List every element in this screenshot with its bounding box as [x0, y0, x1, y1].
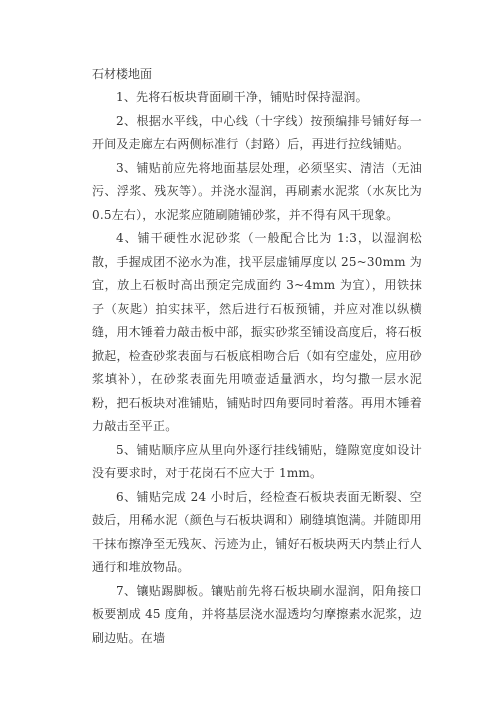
- paragraph-2: 2、根据水平线，中心线（十字线）按预编排号铺好每一开间及走廊左右两侧标准行（封路）后，再进行拉线铺贴。: [92, 113, 422, 151]
- paragraph-7: 7、镶贴踢脚板。镶贴前先将石板块刷水湿润，阳角接口板要割成 45 度角，并将基层浇水湿透均匀摩擦素水泥浆，边刷边贴。在墙: [92, 583, 422, 645]
- paragraph-5: 5、铺贴顺序应从里向外逐行挂线铺贴，缝隙宽度如设计没有要求时，对于花岗石不应大于 1mm。: [92, 442, 422, 480]
- paragraph-4: 4、铺干硬性水泥砂浆（一般配合比为 1:3，以湿润松散，手握成团不泌水为准，找平层虚铺厚度以 25~30mm 为宜，放上石板时高出预定完成面约 3~4mm 为宜），用铁抹子（灰匙）拍实抹平，然后进行石板预铺，并应对准以纵横缝，用木锤着力敲击板中部，振实砂浆至铺设高度后，将石板掀起，检查砂浆表面与石板底相吻合后（如有空虚处，应用砂浆填补），在砂浆表面先用喷壶适量洒水，均匀撒一层水泥粉，把石板块对准铺贴，铺贴时四角要同时着落。再用木锤着力敲击至平正。: [92, 231, 422, 433]
- paragraph-6: 6、铺贴完成 24 小时后，经检查石板块表面无断裂、空鼓后，用稀水泥（颜色与石板块调和）刷缝填饱满。并随即用干抹布擦净至无残灰、污迹为止，铺好石板块两天内禁止行人通行和堆放物品。: [92, 489, 422, 574]
- paragraph-1: 1、先将石板块背面刷干净，铺贴时保持湿润。: [116, 90, 368, 104]
- document-title: 石材楼地面: [92, 67, 153, 81]
- paragraph-3: 3、铺贴前应先将地面基层处理，必须坚实、清洁（无油污、浮浆、残灰等）。并浇水湿润，再刷素水泥浆（水灰比为0.5左右），水泥浆应随刷随铺砂浆，并不得有风干现象。: [92, 160, 422, 222]
